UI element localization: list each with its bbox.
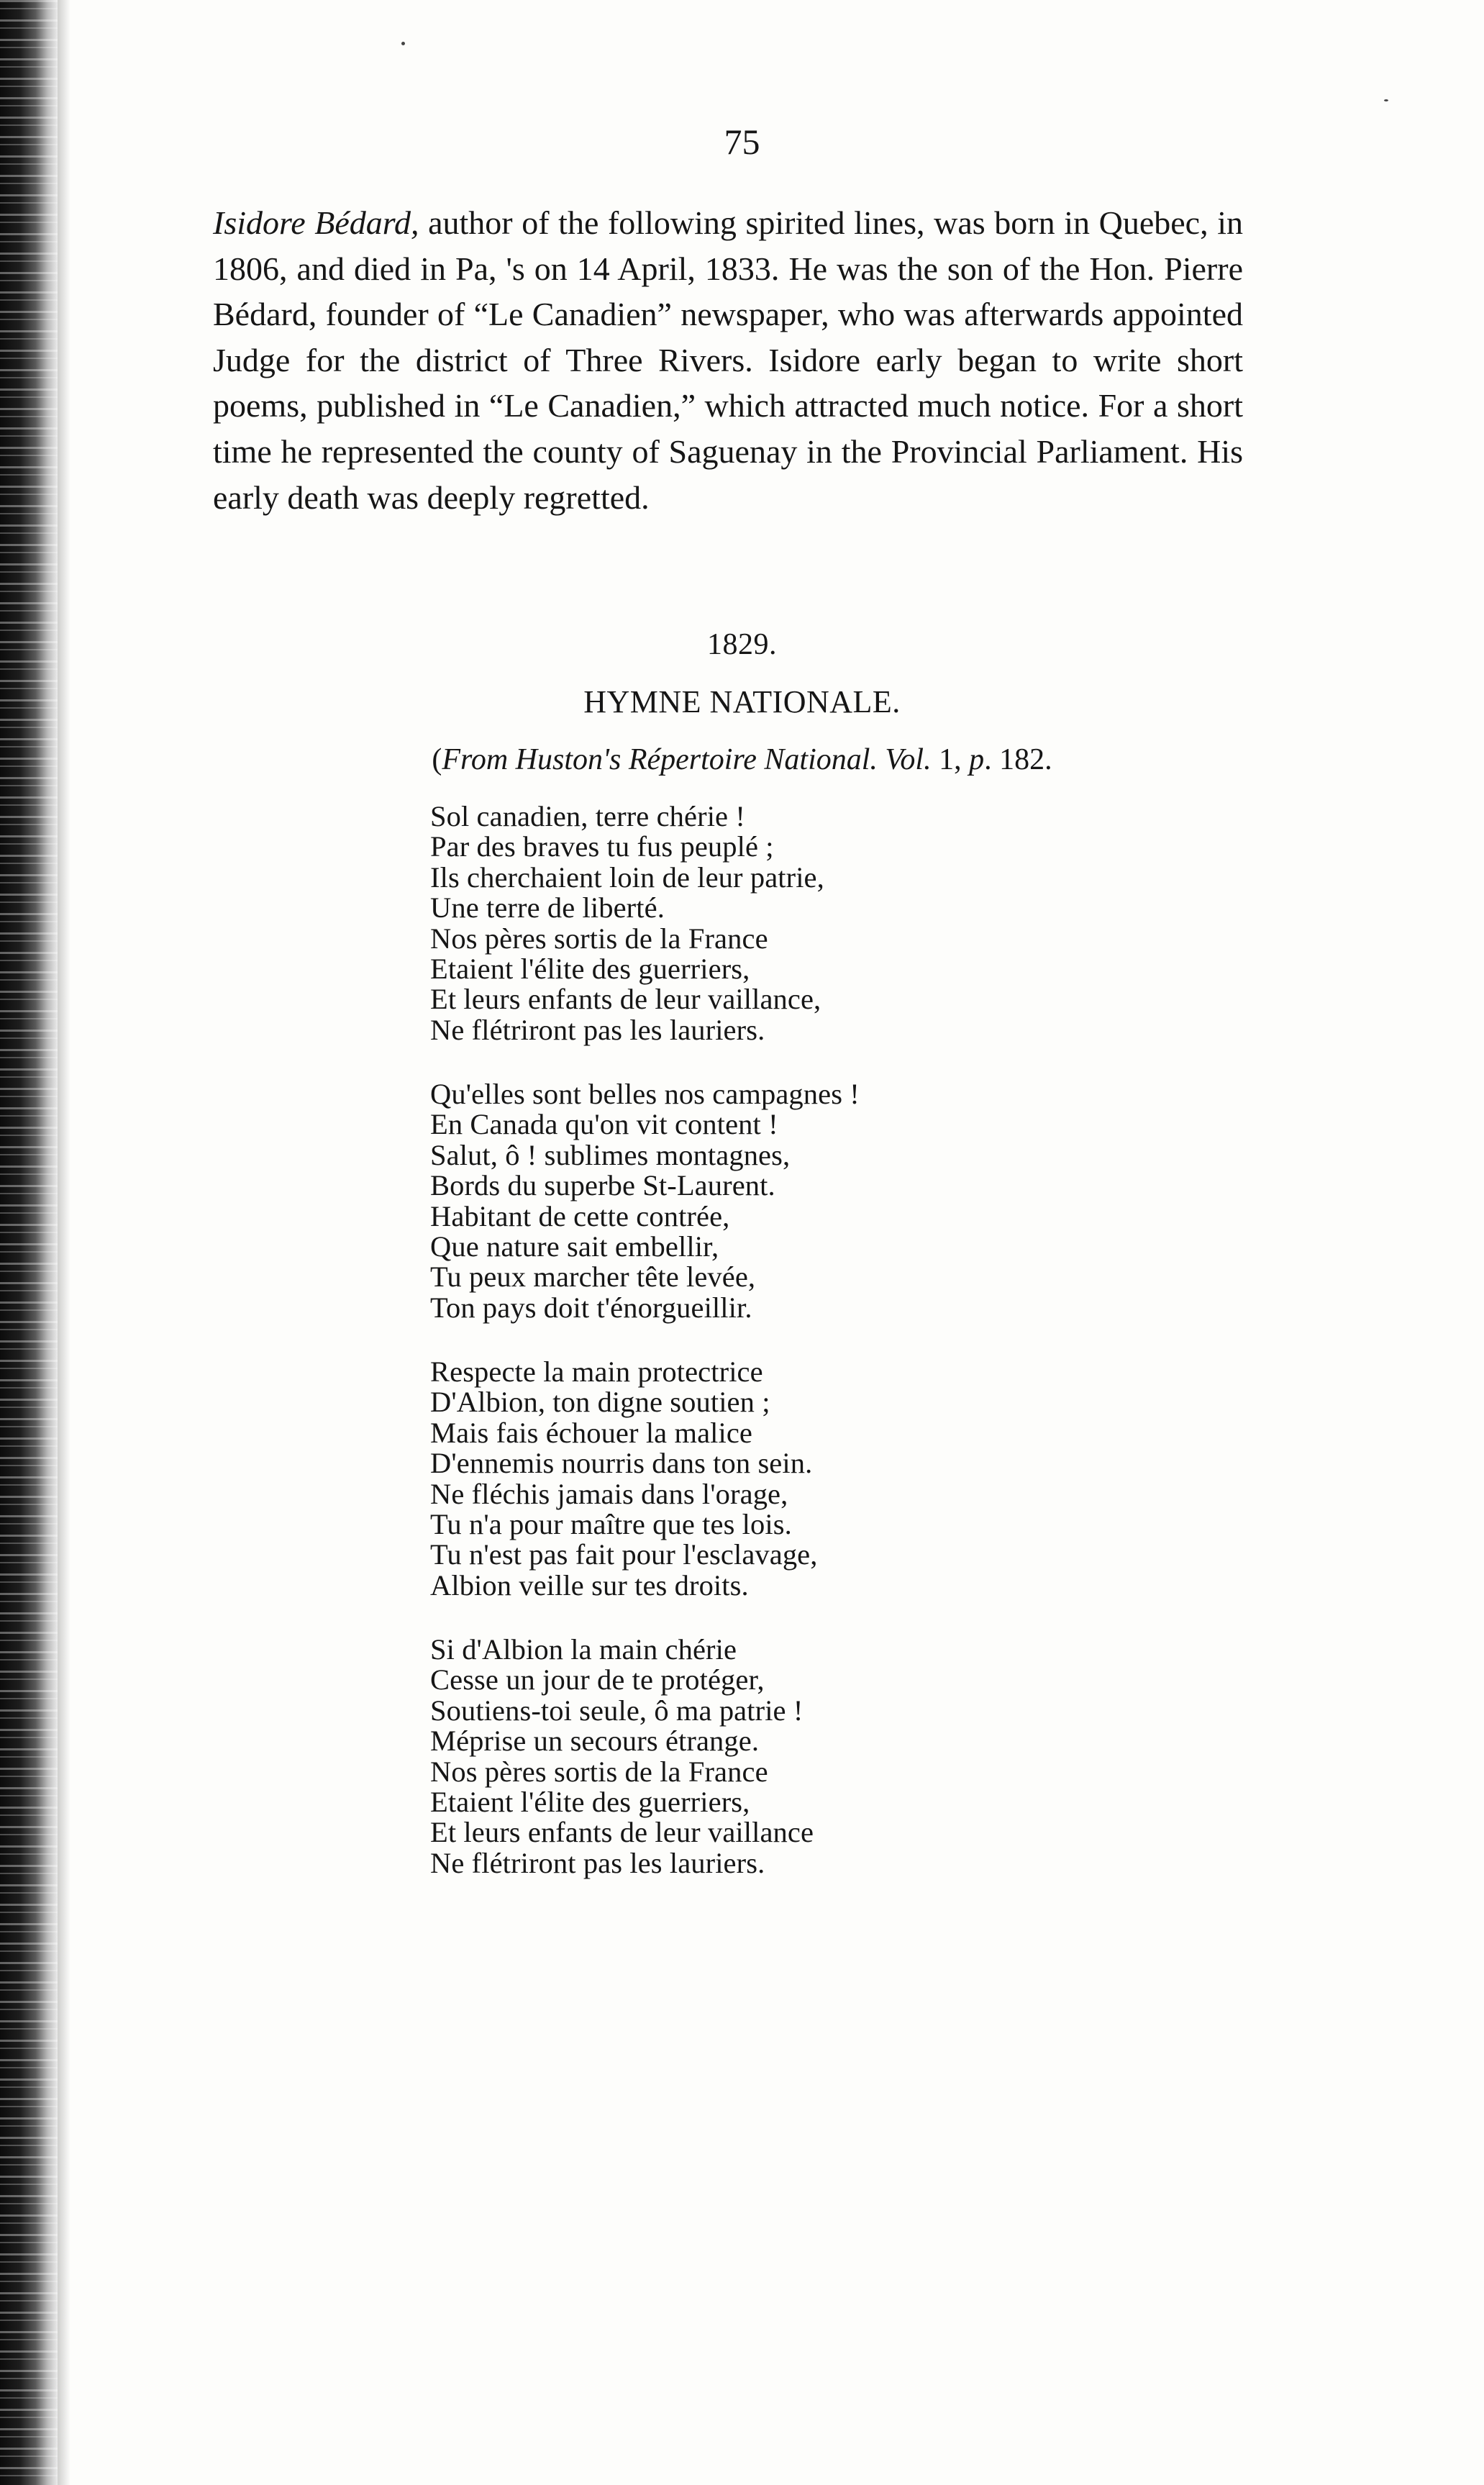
book-binding-edge	[0, 0, 58, 2485]
intro-text: author of the following spirited lines, was born in Quebec, in 1806, and died in Pa, 's on 14 April, 1833. He was the son of the Hon. Pierre Bédard, founder of “Le Canadien” newspaper, who was afterwards appointed Judge for the district of Three Rivers. Isidore early began to write short poems, published in “Le Canadien,” which attracted much notice. For a short time he represented the county of Saguenay in the Provincial Parliament. His early death was deeply regretted.	[213, 204, 1243, 516]
verse-line: Ne flétriront pas les lauriers.	[430, 1013, 765, 1046]
verse-line: Qu'elles sont belles nos campagnes !	[430, 1078, 860, 1110]
verse-line: Albion veille sur tes droits.	[430, 1568, 749, 1602]
verse-line: Habitant de cette contrée,	[430, 1199, 730, 1232]
verse-line: Si d'Albion la main chérie	[430, 1633, 737, 1666]
verse-line: Tu n'a pour maître que tes lois.	[430, 1508, 792, 1541]
verse-line: Et leurs enfants de leur vaillance	[430, 1816, 814, 1849]
verse-line: Salut, ô ! sublimes montagnes,	[430, 1138, 791, 1171]
verse-line: Ne flétriront pas les lauriers.	[430, 1846, 765, 1879]
verse-line: Par des braves tu fus peuplé ;	[430, 830, 774, 863]
verse-line: D'ennemis nourris dans ton sein.	[430, 1447, 813, 1480]
verse-line: Ils cherchaient loin de leur patrie,	[430, 860, 824, 894]
scan-speck	[401, 42, 405, 45]
page-number: 75	[724, 122, 760, 162]
verse-line: Tu peux marcher tête levée,	[430, 1260, 756, 1294]
stanza-3	[430, 1357, 817, 1601]
stanza-4	[430, 1635, 814, 1878]
poem-year: 1829.	[707, 628, 777, 661]
verse-line: Méprise un secours étrange.	[430, 1725, 760, 1758]
author-name: Isidore Bédard,	[213, 204, 419, 241]
verse-line: Que nature sait embellir,	[430, 1230, 719, 1263]
verse-line: Nos pères sortis de la France	[430, 922, 768, 955]
verse-line: Mais fais échouer la malice	[430, 1416, 753, 1449]
intro-paragraph	[213, 200, 1243, 520]
verse-line: Ton pays doit t'énorgueillir.	[430, 1291, 752, 1324]
verse-line: Nos pères sortis de la France	[430, 1755, 768, 1788]
poem-title: HYMNE NATIONALE.	[583, 684, 901, 719]
verse-line: Bords du superbe St-Laurent.	[430, 1169, 775, 1202]
verse-line: Etaient l'élite des guerriers,	[430, 1786, 750, 1819]
verse-line: D'Albion, ton digne soutien ;	[430, 1386, 770, 1419]
verse-line: Respecte la main protectrice	[430, 1355, 763, 1388]
stanza-2	[430, 1079, 860, 1323]
stanza-1	[430, 801, 824, 1045]
verse-line: Et leurs enfants de leur vaillance,	[430, 983, 821, 1016]
verse-line: En Canada qu'on vit content !	[430, 1108, 778, 1141]
verse-line: Une terre de liberté.	[430, 891, 665, 925]
verse-line: Cesse un jour de te protéger,	[430, 1663, 765, 1696]
verse-line: Etaient l'élite des guerriers,	[430, 953, 750, 986]
source-title: From Huston's Répertoire National. Vol.	[442, 743, 932, 776]
verse-line: Ne fléchis jamais dans l'orage,	[430, 1477, 788, 1510]
verse-line: Soutiens-toi seule, ô ma patrie !	[430, 1694, 804, 1727]
verse-line: Sol canadien, terre chérie !	[430, 800, 745, 832]
source-citation: (From Huston's Répertoire National. Vol. 1, p. 182.	[432, 743, 1052, 776]
scan-speck	[1384, 99, 1388, 101]
verse-line: Tu n'est pas fait pour l'esclavage,	[430, 1538, 818, 1571]
